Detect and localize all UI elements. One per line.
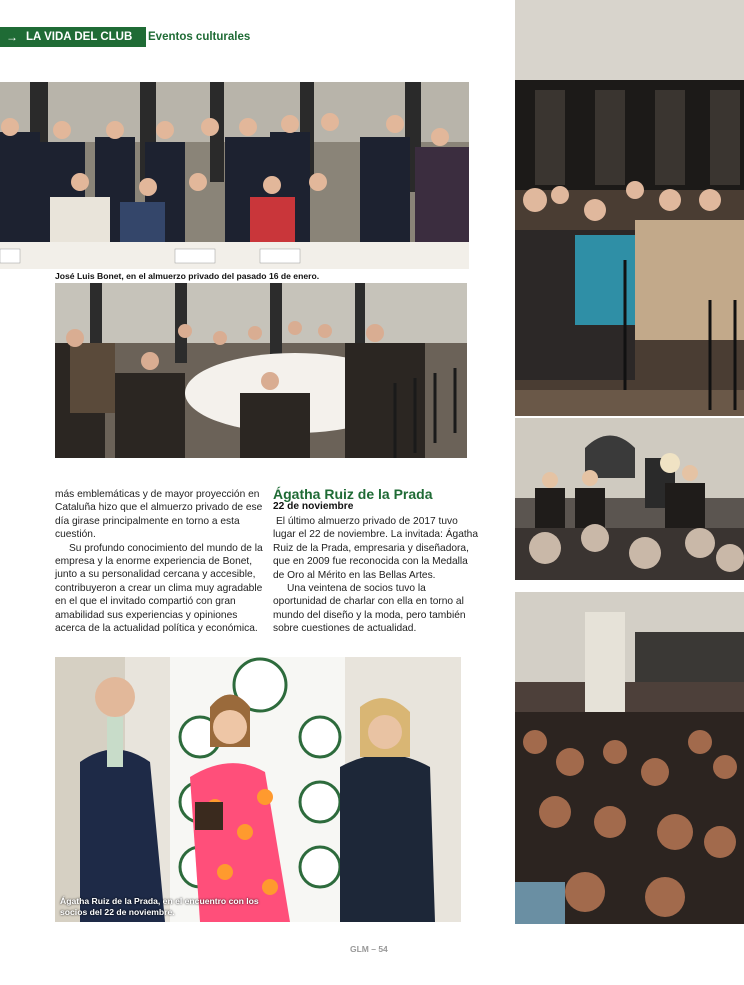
left-paragraph-1: más emblemáticas y de mayor proyección en Cataluña hizo que el almuerzo privado de ese día girase principalmente en torno a esta cuestión. [55, 489, 263, 541]
event-date: 22 de noviembre [273, 501, 354, 512]
photo-lecture-audience [515, 592, 744, 924]
section-title: LA VIDA DEL CLUB [26, 31, 133, 43]
arrow-right-icon: → [6, 30, 18, 44]
left-column [55, 488, 263, 635]
page-number: GLM – 54 [350, 944, 388, 954]
right-paragraph-1: El último almuerzo privado de 2017 tuvo lugar el 22 de noviembre. La invitada: Ágatha Ruiz de la Prada, empresaria y diseñadora, que en 2009 fue reconocida con la Medalla de Oro al Mérito en las Bellas Artes. [273, 516, 479, 581]
photo-concert-audience [515, 0, 744, 416]
right-column [273, 515, 480, 636]
photo-lunch-table [55, 283, 467, 458]
photo-ruiz-de-la-prada [55, 657, 461, 922]
photo-string-quartet [515, 418, 744, 580]
right-paragraph-2: Una veintena de socios tuvo la oportunidad de charlar con ella en torno al mundo del diseño y la moda, pero también sobre cuestiones de actualidad. [273, 583, 466, 635]
caption-ruiz: Ágatha Ruiz de la Prada, en el encuentro con los socios del 22 de noviembre. [60, 896, 259, 917]
caption-bonet: José Luis Bonet, en el almuerzo privado del pasado 16 de enero. [55, 271, 320, 281]
section-badge [0, 27, 146, 47]
section-heading-ruiz: Ágatha Ruiz de la Prada [273, 486, 433, 502]
subsection-title: Eventos culturales [148, 31, 251, 43]
photo-group-lunch [0, 82, 469, 269]
left-paragraph-2: Su profundo conocimiento del mundo de la empresa y la enorme experiencia de Bonet, junto a su personalidad cercana y accesible, contribuyeron a crear un clima muy agradable en el que el invitado compartió con gran amabilidad sus experiencias y opiniones acerca de la actualidad política y económica. [55, 542, 263, 635]
